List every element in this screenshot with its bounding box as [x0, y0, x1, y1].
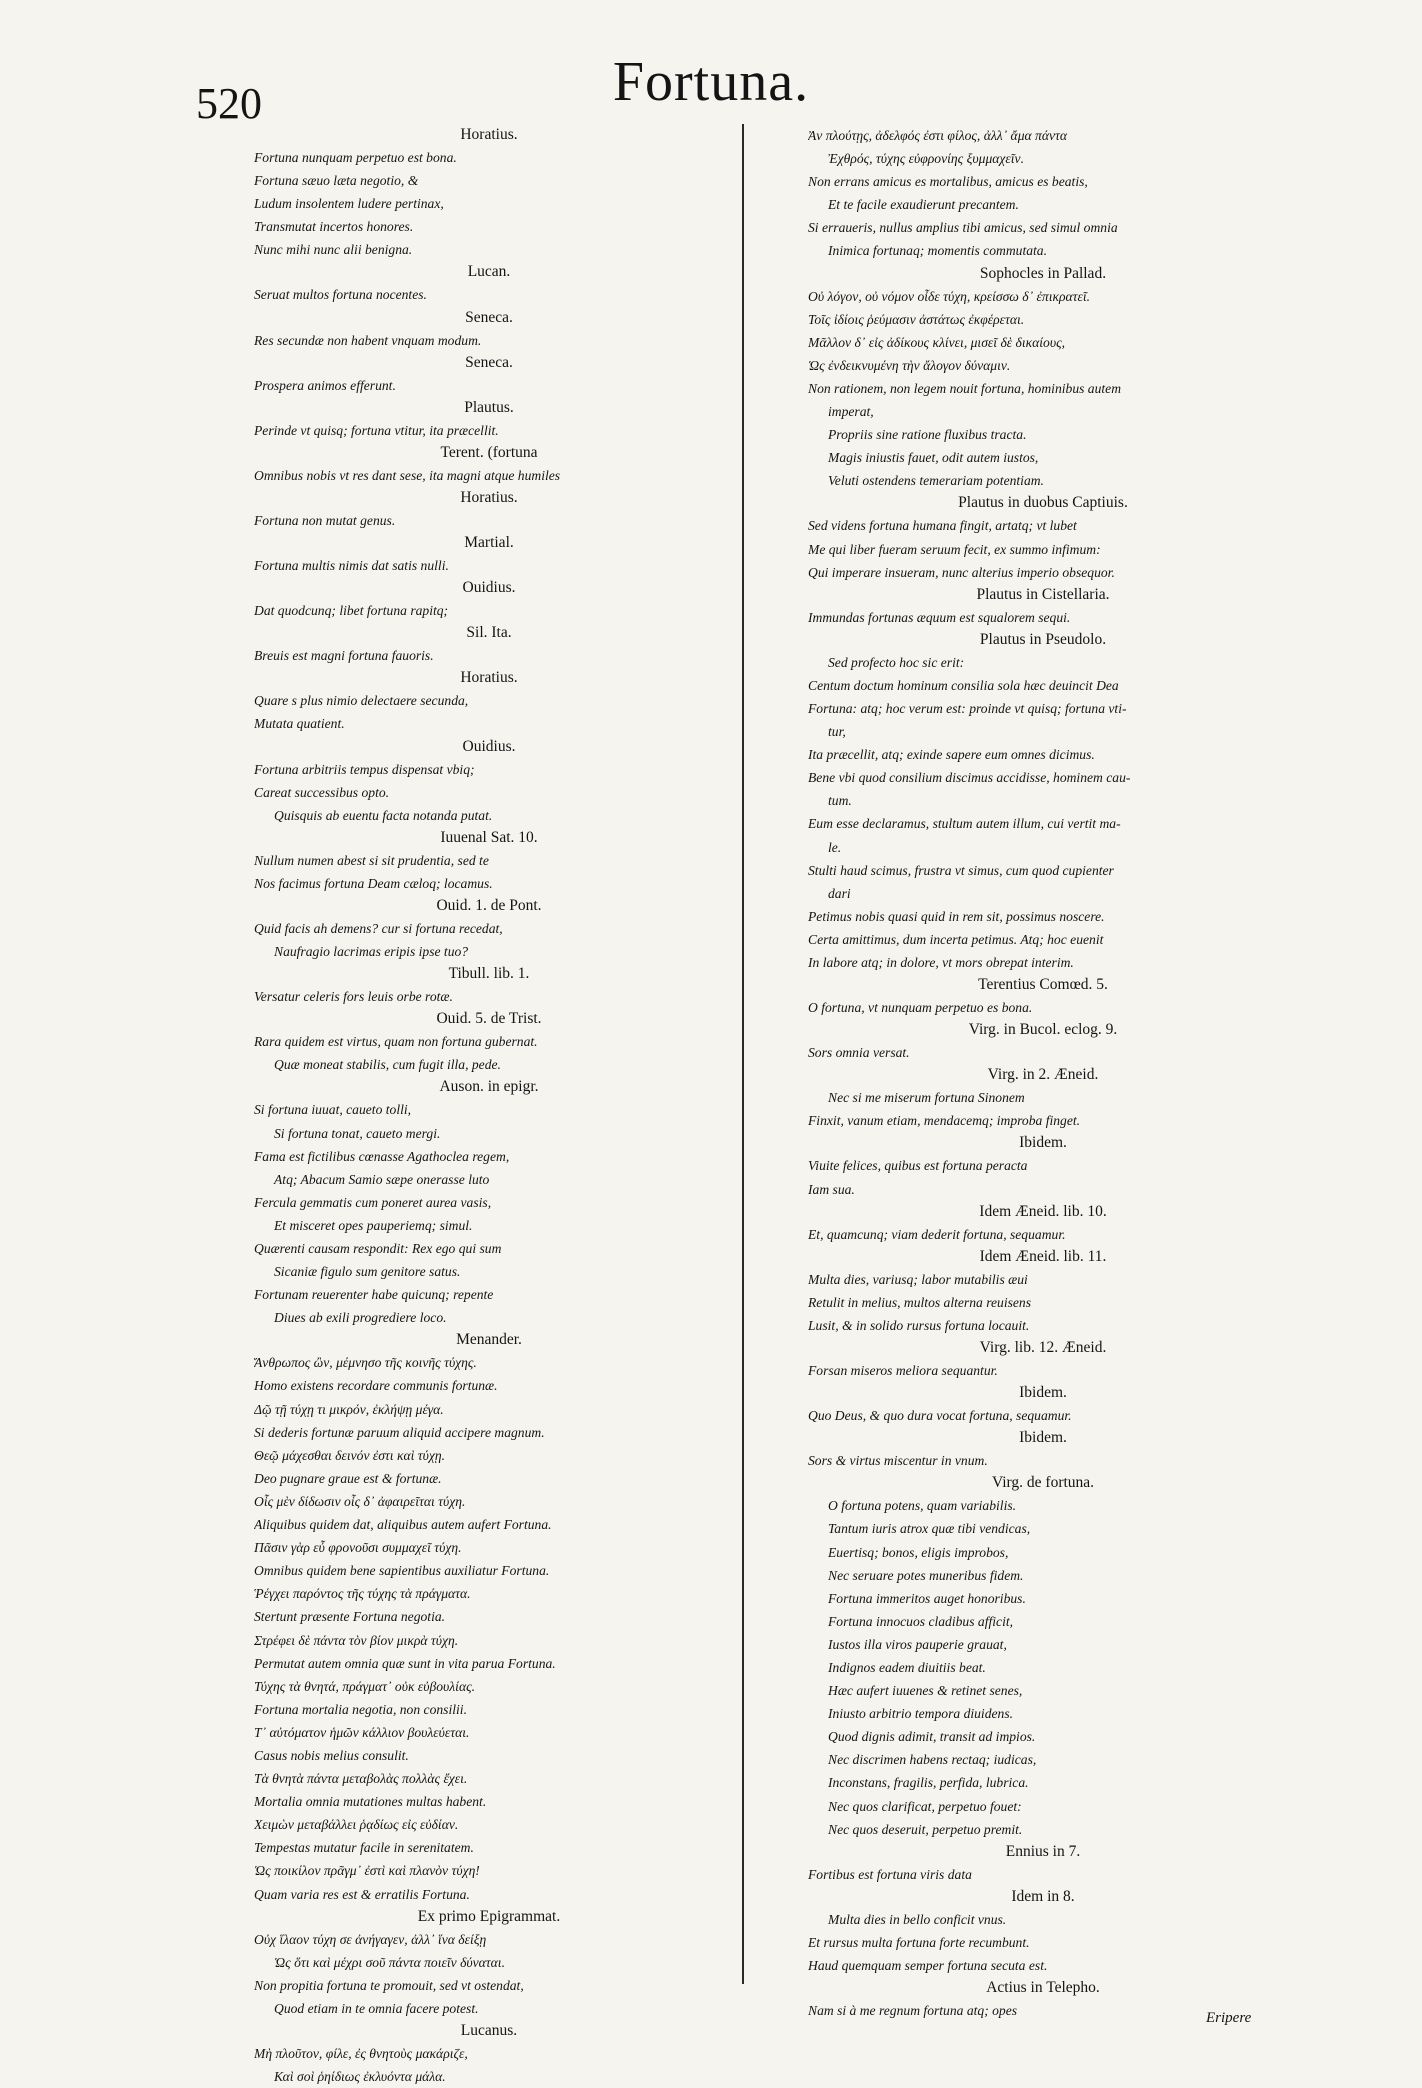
column-rule [742, 124, 744, 1984]
quotation-line: Iniusto arbitrio tempora diuidens. [828, 1706, 1014, 1722]
quotation-line: Οὐ λόγον, οὐ νόμον οἶδε τύχη, κρείσσω δ᾽ ἐπικρατεῖ. [808, 288, 1091, 304]
author-heading: Actius in Telepho. [986, 1979, 1100, 1997]
quotation-line: Et te facile exaudierunt precantem. [828, 197, 1019, 213]
quotation-line: le. [828, 839, 842, 855]
quotation-line: Certa amittimus, dum incerta petimus. Atq; hoc euenit [808, 931, 1104, 947]
quotation-line: Et, quamcunq; viam dederit fortuna, sequamur. [808, 1226, 1066, 1242]
author-heading: Idem Æneid. lib. 11. [979, 1247, 1107, 1265]
quotation-line: Fortuna mortalia negotia, non consilii. [254, 1701, 467, 1717]
quotation-line: Viuite felices, quibus est fortuna peracta [808, 1158, 1028, 1174]
quotation-line: Omnibus nobis vt res dant sese, ita magni atque humiles [254, 467, 561, 483]
quotation-line: Nec seruare potes muneribus fidem. [828, 1567, 1024, 1583]
quotation-line: Sors omnia versat. [808, 1045, 910, 1061]
quotation-line: Perinde vt quisq; fortuna vtitur, ita præcellit. [254, 422, 499, 438]
quotation-line: Careat successibus opto. [254, 784, 390, 800]
catchword: Eripere [1206, 2010, 1252, 2026]
quotation-line: Ὡς ἐνδεικνυμένη τὴν ἄλογον δύναμιν. [808, 357, 1011, 373]
author-heading: Horatius. [460, 669, 518, 687]
quotation-line: Nam si à me regnum fortuna atq; opes [808, 2003, 1018, 2019]
quotation-line: Fortuna immeritos auget honoribus. [828, 1590, 1026, 1606]
quotation-line: Nos facimus fortuna Deam cæloq; locamus. [254, 875, 493, 891]
quotation-line: Tantum iuris atrox quæ tibi vendicas, [828, 1521, 1031, 1537]
quotation-line: Nec quos clarificat, perpetuo fouet: [828, 1798, 1022, 1814]
quotation-line: Πᾶσιν γὰρ εὖ φρονοῦσι συμμαχεῖ τύχη. [254, 1540, 462, 1556]
quotation-line: Dat quodcunq; libet fortuna rapitq; [254, 603, 449, 619]
quotation-line: Fortuna: atq; hoc verum est: proinde vt quisq; fortuna vti- [808, 700, 1127, 716]
quotation-line: Sed videns fortuna humana fingit, artatq; vt lubet [808, 518, 1077, 534]
author-heading: Sophocles in Pallad. [979, 264, 1107, 282]
quotation-line: Ἀν πλούτῃς, ἀδελφός ἐστι φίλος, ἀλλ᾽ ἄμα πάντα [808, 128, 1068, 143]
author-heading: Ibidem. [1019, 1134, 1067, 1152]
quotation-line: Multa dies, variusq; labor mutabilis æui [808, 1271, 1028, 1287]
quotation-line: Fortuna nunquam perpetuo est bona. [254, 150, 457, 165]
quotation-line: Οὐχ ἵλαον τύχη σε ἀνήγαγεν, ἀλλ᾽ ἵνα δείξῃ [254, 1931, 487, 1947]
quotation-line: Ὡς ὅτι καὶ μέχρι σοῦ πάντα ποιεῖν δύναται. [274, 1954, 505, 1970]
quotation-line: Iustos illa viros pauperie grauat, [828, 1636, 1007, 1652]
quotation-line: Hæc aufert iuuenes & retinet senes, [828, 1683, 1023, 1699]
quotation-line: Prospera animos efferunt. [254, 377, 396, 393]
author-heading: Virg. in Bucol. eclog. 9. [968, 1021, 1118, 1039]
author-heading: Plautus. [464, 398, 514, 416]
quotation-line: Τὰ θνητὰ πάντα μεταβολὰς πολλὰς ἔχει. [254, 1771, 468, 1787]
quotation-line: Ita præcellit, atq; exinde sapere eum omnes dicimus. [808, 747, 1095, 763]
author-heading: Plautus in Pseudolo. [979, 630, 1107, 648]
author-heading: Plautus in Cistellaria. [976, 585, 1110, 603]
quotation-line: Omnibus quidem bene sapientibus auxiliatur Fortuna. [254, 1563, 550, 1579]
author-heading: Seneca. [465, 308, 513, 326]
quotation-line: Iam sua. [808, 1181, 855, 1197]
quotation-line: Si fortuna iuuat, caueto tolli, [254, 1102, 412, 1118]
quotation-line: Tempestas mutatur facile in serenitatem. [254, 1840, 474, 1856]
quotation-line: Casus nobis melius consulit. [254, 1747, 409, 1763]
quotation-line: Transmutat incertos honores. [254, 219, 414, 235]
quotation-line: Inconstans, fragilis, perfida, lubrica. [828, 1775, 1029, 1791]
quotation-line: Θεῷ μάχεσθαι δεινόν ἐστι καὶ τύχῃ. [254, 1447, 446, 1463]
quotation-line: Et misceret opes pauperiemq; simul. [274, 1217, 473, 1233]
quotation-line: Quod dignis adimit, transit ad impios. [828, 1729, 1036, 1745]
quotation-line: Si fortuna tonat, caueto mergi. [274, 1125, 441, 1141]
quotation-line: Ὡς ποικίλον πρᾶγμ᾽ ἐστὶ καὶ πλανὸν τύχη! [254, 1863, 480, 1879]
quotation-line: Non propitia fortuna te promouit, sed vt ostendat, [254, 1977, 524, 1993]
quotation-line: Τύχης τὰ θνητά, πράγματ᾽ οὐκ εὐβουλίας. [254, 1678, 475, 1694]
quotation-line: Nunc mihi nunc alii benigna. [254, 242, 413, 258]
author-heading: Seneca. [465, 353, 513, 371]
quotation-line: Seruat multos fortuna nocentes. [254, 287, 427, 303]
author-heading: Terentius Comœd. 5. [978, 976, 1108, 994]
quotation-line: Sed profecto hoc sic erit: [828, 654, 965, 670]
quotation-line: Ludum insolentem ludere pertinax, [254, 196, 444, 212]
quotation-line: Nec discrimen habens rectaq; iudicas, [828, 1752, 1037, 1768]
quotation-line: Inimica fortunaq; momentis commutata. [828, 243, 1047, 259]
quotation-line: Sicaniæ figulo sum genitore satus. [274, 1264, 461, 1280]
author-heading: Ouidius. [462, 579, 516, 597]
author-heading: Auson. in epigr. [439, 1078, 539, 1096]
quotation-line: Centum doctum hominum consilia sola hæc deuincit Dea [808, 677, 1119, 693]
left-column [254, 124, 724, 2088]
quotation-line: Χειμὼν μεταβάλλει ῥᾳδίως εἰς εὐδίαν. [254, 1817, 459, 1833]
quotation-line: Ῥέγχει παρόντος τῆς τύχης τὰ πράγματα. [254, 1586, 471, 1602]
quotation-line: Permutat autem omnia quæ sunt in vita parua Fortuna. [254, 1655, 556, 1671]
author-heading: Ennius in 7. [1005, 1842, 1081, 1860]
quotation-line: Finxit, vanum etiam, mendacemq; improba finget. [808, 1113, 1081, 1129]
author-heading: Iuuenal Sat. 10. [440, 828, 538, 846]
author-heading: Ouid. 1. de Pont. [436, 896, 542, 914]
author-heading: Horatius. [460, 126, 518, 143]
author-heading: Terent. (fortuna [440, 443, 538, 461]
quotation-line: Οἷς μὲν δίδωσιν οἷς δ᾽ ἀφαιρεῖται τύχη. [254, 1493, 466, 1509]
quotation-line: Fortibus est fortuna viris data [808, 1866, 972, 1882]
author-heading: Ibidem. [1019, 1429, 1067, 1447]
quotation-line: Fercula gemmatis cum poneret aurea vasis, [254, 1194, 492, 1210]
quotation-line: Breuis est magni fortuna fauoris. [254, 648, 434, 664]
author-heading: Lucanus. [460, 2022, 518, 2039]
author-heading: Idem in 8. [1011, 1887, 1075, 1905]
author-heading: Lucan. [467, 263, 511, 281]
quotation-line: Nullum numen abest si sit prudentia, sed te [254, 852, 489, 868]
quotation-line: dari [828, 885, 851, 901]
quotation-line: Μὴ πλοῦτον, φίλε, ἐς θνητοὺς μακάριζε, [254, 2046, 468, 2061]
quotation-line: Versatur celeris fors leuis orbe rotæ. [254, 989, 453, 1005]
quotation-line: Indignos eadem diuitiis beat. [828, 1659, 986, 1675]
quotation-line: Qui imperare insueram, nunc alterius imperio obsequor. [808, 564, 1115, 580]
quotation-line: Nec quos deseruit, perpetuo premit. [828, 1821, 1023, 1837]
quotation-line: Fortuna innocuos cladibus afficit, [828, 1613, 1014, 1629]
quotation-line: Immundas fortunas æquum est squalorem sequi. [808, 609, 1071, 625]
quotation-line: Deo pugnare graue est & fortunæ. [254, 1470, 442, 1486]
running-head: Fortuna. [612, 51, 810, 113]
quotation-line: O fortuna, vt nunquam perpetuo es bona. [808, 1000, 1033, 1016]
quotation-line: Forsan miseros meliora sequantur. [808, 1363, 998, 1379]
quotation-line: Fortuna arbitriis tempus dispensat vbiq; [254, 761, 475, 777]
quotation-line: Retulit in melius, multos alterna reuisens [808, 1294, 1032, 1310]
quotation-line: Μᾶλλον δ᾽ εἰς ἀδίκους κλίνει, μισεῖ δὲ δικαίους, [808, 334, 1066, 350]
quotation-line: Euertisq; bonos, eligis improbos, [828, 1544, 1009, 1560]
quotation-line: tum. [828, 793, 852, 809]
quotation-line: Quo Deus, & quo dura vocat fortuna, sequamur. [808, 1408, 1072, 1424]
quotation-line: Naufragio lacrimas eripis ipse tuo? [274, 944, 469, 960]
quotation-line: Δῷ τῇ τύχῃ τι μικρόν, ἐκλήψῃ μέγα. [254, 1401, 444, 1417]
quotation-line: Quæ moneat stabilis, cum fugit illa, pede. [274, 1057, 501, 1073]
quotation-line: Stulti haud scimus, frustra vt simus, cum quod cupienter [808, 862, 1114, 878]
quotation-line: Lusit, & in solido rursus fortuna locauit. [808, 1317, 1030, 1333]
author-heading: Idem Æneid. lib. 10. [979, 1202, 1107, 1220]
quotation-line: Καὶ σοὶ ῥηίδιως ἐκλυόντα μάλα. [274, 2069, 446, 2085]
quotation-line: Petimus nobis quasi quid in rem sit, possimus noscere. [808, 908, 1105, 924]
quotation-line: Magis iniustis fauet, odit autem iustos, [828, 450, 1039, 466]
author-heading: Virg. lib. 12. Æneid. [979, 1339, 1107, 1357]
quotation-line: Aliquibus quidem dat, aliquibus autem aufert Fortuna. [254, 1517, 552, 1533]
quotation-line: Res secundæ non habent vnquam modum. [254, 332, 482, 348]
author-heading: Menander. [456, 1331, 522, 1349]
quotation-line: O fortuna potens, quam variabilis. [828, 1498, 1017, 1514]
quotation-line: Mortalia omnia mutationes multas habent. [254, 1794, 487, 1810]
quotation-line: Fortuna sæuo læta negotio, & [254, 173, 419, 189]
quotation-line: Τ᾽ αὐτόματον ἡμῶν κάλλιον βουλεύεται. [254, 1724, 470, 1740]
quotation-line: Si erraueris, nullus amplius tibi amicus, sed simul omnia [808, 220, 1118, 236]
quotation-line: Homo existens recordare communis fortunæ. [254, 1378, 498, 1394]
quotation-line: Quid facis ah demens? cur si fortuna recedat, [254, 920, 503, 936]
quotation-line: Me qui liber fueram seruum fecit, ex summo infimum: [808, 541, 1101, 557]
quotation-line: Mutata quatient. [254, 716, 345, 732]
quotation-line: Fortuna non mutat genus. [254, 512, 396, 528]
author-heading: Ex primo Epigrammat. [417, 1907, 561, 1925]
quotation-line: Bene vbi quod consilium discimus accidisse, hominem cau- [808, 770, 1131, 786]
quotation-line: Non errans amicus es mortalibus, amicus es beatis, [808, 174, 1088, 190]
quotation-line: Fortuna multis nimis dat satis nulli. [254, 558, 449, 574]
quotation-line: Ἄνθρωπος ὢν, μέμνησο τῆς κοινῆς τύχης. [254, 1355, 477, 1371]
quotation-line: Haud quemquam semper fortuna secuta est. [808, 1958, 1048, 1973]
quotation-line: Quare s plus nimio delectaere secunda, [254, 693, 469, 709]
quotation-line: Atq; Abacum Samio sæpe onerasse luto [274, 1171, 490, 1187]
quotation-line: Τοῖς ἰδίοις ῥεύμασιν ἀστάτως ἐκφέρεται. [808, 311, 1025, 327]
quotation-line: tur, [828, 724, 846, 740]
quotation-line: Et rursus multa fortuna forte recumbunt. [808, 1934, 1030, 1950]
quotation-line: In labore atq; in dolore, vt mors obrepat interim. [808, 955, 1074, 970]
quotation-line: Si dederis fortunæ paruum aliquid accipere magnum. [254, 1424, 545, 1440]
author-heading: Sil. Ita. [466, 624, 512, 642]
quotation-line: Quod etiam in te omnia facere potest. [274, 2000, 479, 2016]
author-heading: Tibull. lib. 1. [448, 965, 530, 983]
quotation-line: Fortunam reuerenter habe quicunq; repente [254, 1287, 494, 1303]
quotation-line: Veluti ostendens temerariam potentiam. [828, 473, 1044, 489]
quotation-line: Quisquis ab euentu facta notanda putat. [274, 807, 493, 823]
quotation-line: Sors & virtus miscentur in vnum. [808, 1453, 988, 1469]
quotation-line: Fama est fictilibus cœnasse Agathoclea regem, [254, 1148, 510, 1164]
author-heading: Virg. de fortuna. [991, 1474, 1095, 1492]
quotation-line: Stertunt præsente Fortuna negotia. [254, 1609, 446, 1625]
quotation-line: Diues ab exili progrediere loco. [274, 1310, 447, 1326]
quotation-line: Multa dies in bello conficit vnus. [828, 1911, 1007, 1927]
right-column [808, 124, 1278, 2022]
author-heading: Plautus in duobus Captiuis. [958, 494, 1128, 512]
author-heading: Ouid. 5. de Trist. [436, 1010, 542, 1028]
author-heading: Ibidem. [1019, 1384, 1067, 1402]
quotation-line: Ἐχθρός, τύχης εὐφρονίης ξυμμαχεῖν. [828, 151, 1024, 167]
quotation-line: Quærenti causam respondit: Rex ego qui sum [254, 1241, 502, 1256]
author-heading: Martial. [464, 534, 514, 552]
quotation-line: Propriis sine ratione fluxibus tracta. [828, 427, 1027, 443]
quotation-line: imperat, [828, 404, 874, 420]
author-heading: Ouidius. [462, 737, 516, 755]
quotation-line: Eum esse declaramus, stultum autem illum, cui vertit ma- [808, 816, 1121, 832]
quotation-line: Non rationem, non legem nouit fortuna, hominibus autem [808, 380, 1122, 396]
quotation-line: Rara quidem est virtus, quam non fortuna gubernat. [254, 1034, 538, 1050]
quotation-line: Nec si me miserum fortuna Sinonem [828, 1090, 1025, 1106]
quotation-line: Quam varia res est & erratilis Fortuna. [254, 1886, 470, 1902]
quotation-line: Στρέφει δὲ πάντα τὸν βίον μικρὰ τύχη. [254, 1632, 459, 1648]
author-heading: Horatius. [460, 488, 518, 506]
author-heading: Virg. in 2. Æneid. [987, 1066, 1099, 1084]
page-number: 520 [196, 79, 262, 128]
